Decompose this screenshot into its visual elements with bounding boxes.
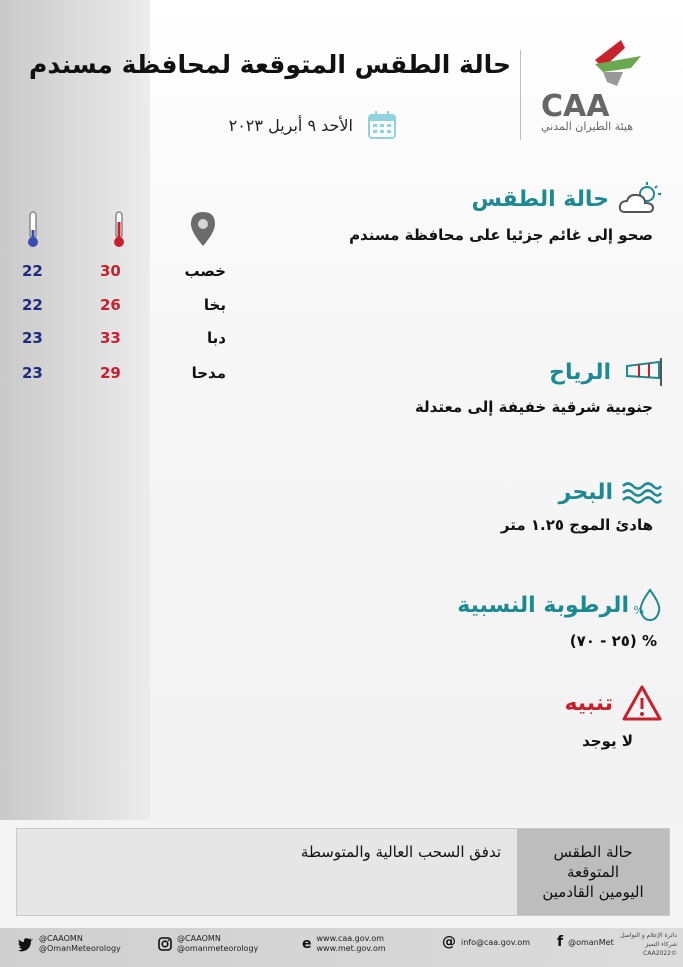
svg-text:%: % <box>633 604 644 617</box>
max-temp: 33 <box>100 329 121 347</box>
warning-text: لا يوجد <box>582 732 633 750</box>
facebook-icon: f <box>557 934 564 950</box>
forecast-date: الأحد ٩ أبريل ٢٠٢٣ <box>228 115 353 135</box>
page-title: حالة الطقس المتوقعة لمحافظة مسندم <box>29 50 511 79</box>
min-temp: 23 <box>22 329 43 347</box>
warning-section <box>564 684 663 750</box>
footer <box>0 928 683 967</box>
logo-subtitle: هيئة الطيران المدني <box>541 120 634 133</box>
forecast-text: تدفق السحب العالية والمتوسطة <box>300 843 501 861</box>
twitter-handle: @OmanMeteorology <box>39 944 121 953</box>
forecast-label-line: المتوقعة <box>566 863 620 881</box>
credit-line: شركاء التميز <box>645 941 677 948</box>
city-name: بخا <box>203 296 226 314</box>
partly-cloudy-icon <box>617 182 663 216</box>
credit-line: ©CAA2022 <box>643 950 677 957</box>
email-at-icon: @ <box>442 934 456 950</box>
web-browser-icon: e <box>302 936 312 952</box>
facebook-contact[interactable] <box>557 934 614 950</box>
weather-section <box>349 182 663 244</box>
windsock-icon <box>619 356 663 388</box>
waves-icon <box>621 478 663 506</box>
twitter-handle: @CAAOMN <box>39 934 83 943</box>
logo-text: CAA <box>541 89 610 124</box>
winds-text: جنوبية شرقية خفيفة إلى معتدلة <box>414 398 653 416</box>
weather-title: حالة الطقس <box>471 186 609 212</box>
winds-title: الرياح <box>549 359 611 385</box>
max-temp: 30 <box>100 262 121 280</box>
city-name: مدحا <box>191 364 226 382</box>
min-temp: 22 <box>22 262 43 280</box>
instagram-contact[interactable] <box>158 934 258 954</box>
website-link[interactable]: www.caa.gov.om <box>316 934 384 943</box>
winds-section <box>415 356 663 416</box>
table-row <box>0 329 240 359</box>
min-temp: 23 <box>22 364 43 382</box>
email-address[interactable]: info@caa.gov.om <box>461 937 531 947</box>
sea-text: هادئ الموج ١.٢٥ متر <box>500 516 653 534</box>
footer-credit <box>620 931 677 958</box>
thermometer-cold-icon <box>18 210 48 250</box>
instagram-handle: @CAAOMN <box>177 934 221 943</box>
min-temp: 22 <box>22 296 43 314</box>
forecast-label <box>517 829 669 915</box>
city-name: خصب <box>184 262 226 280</box>
humidity-text: % (٢٥ - ٧٠) <box>569 632 657 650</box>
two-day-forecast <box>16 828 670 916</box>
warning-title: تنبيه <box>564 690 613 716</box>
location-pin-icon <box>188 210 218 250</box>
max-temp: 29 <box>100 364 121 382</box>
max-temp: 26 <box>100 296 121 314</box>
forecast-label-line: اليومين القادمين <box>542 883 644 901</box>
header-divider <box>520 50 521 140</box>
weather-text: صحو إلى غائم جزئيا على محافظة مسندم <box>349 226 653 244</box>
humidity-drop-icon <box>633 588 663 622</box>
twitter-icon <box>18 937 34 951</box>
table-row <box>0 364 240 394</box>
instagram-icon <box>158 937 172 951</box>
sea-section <box>501 478 663 534</box>
humidity-title: الرطوبة النسبية <box>457 592 629 618</box>
header <box>0 20 683 135</box>
caa-logo <box>533 38 653 133</box>
website-contact[interactable] <box>302 934 386 954</box>
warning-icon <box>621 684 663 722</box>
email-contact[interactable] <box>442 934 530 950</box>
date-row <box>229 110 397 140</box>
website-link[interactable]: www.met.gov.om <box>316 944 386 953</box>
city-name: دبا <box>207 329 226 347</box>
calendar-icon <box>367 110 397 140</box>
sea-title: البحر <box>558 479 613 505</box>
table-row <box>0 296 240 326</box>
forecast-label-line: حالة الطقس <box>553 843 633 861</box>
twitter-contact[interactable] <box>18 934 121 954</box>
humidity-section <box>457 588 663 650</box>
credit-line: دائرة الإعلام و التواصل <box>620 932 677 939</box>
facebook-handle: @omanMet <box>568 937 614 947</box>
table-row <box>0 262 240 292</box>
instagram-handle: @omanmeteorology <box>177 944 259 953</box>
thermometer-hot-icon <box>104 210 134 250</box>
